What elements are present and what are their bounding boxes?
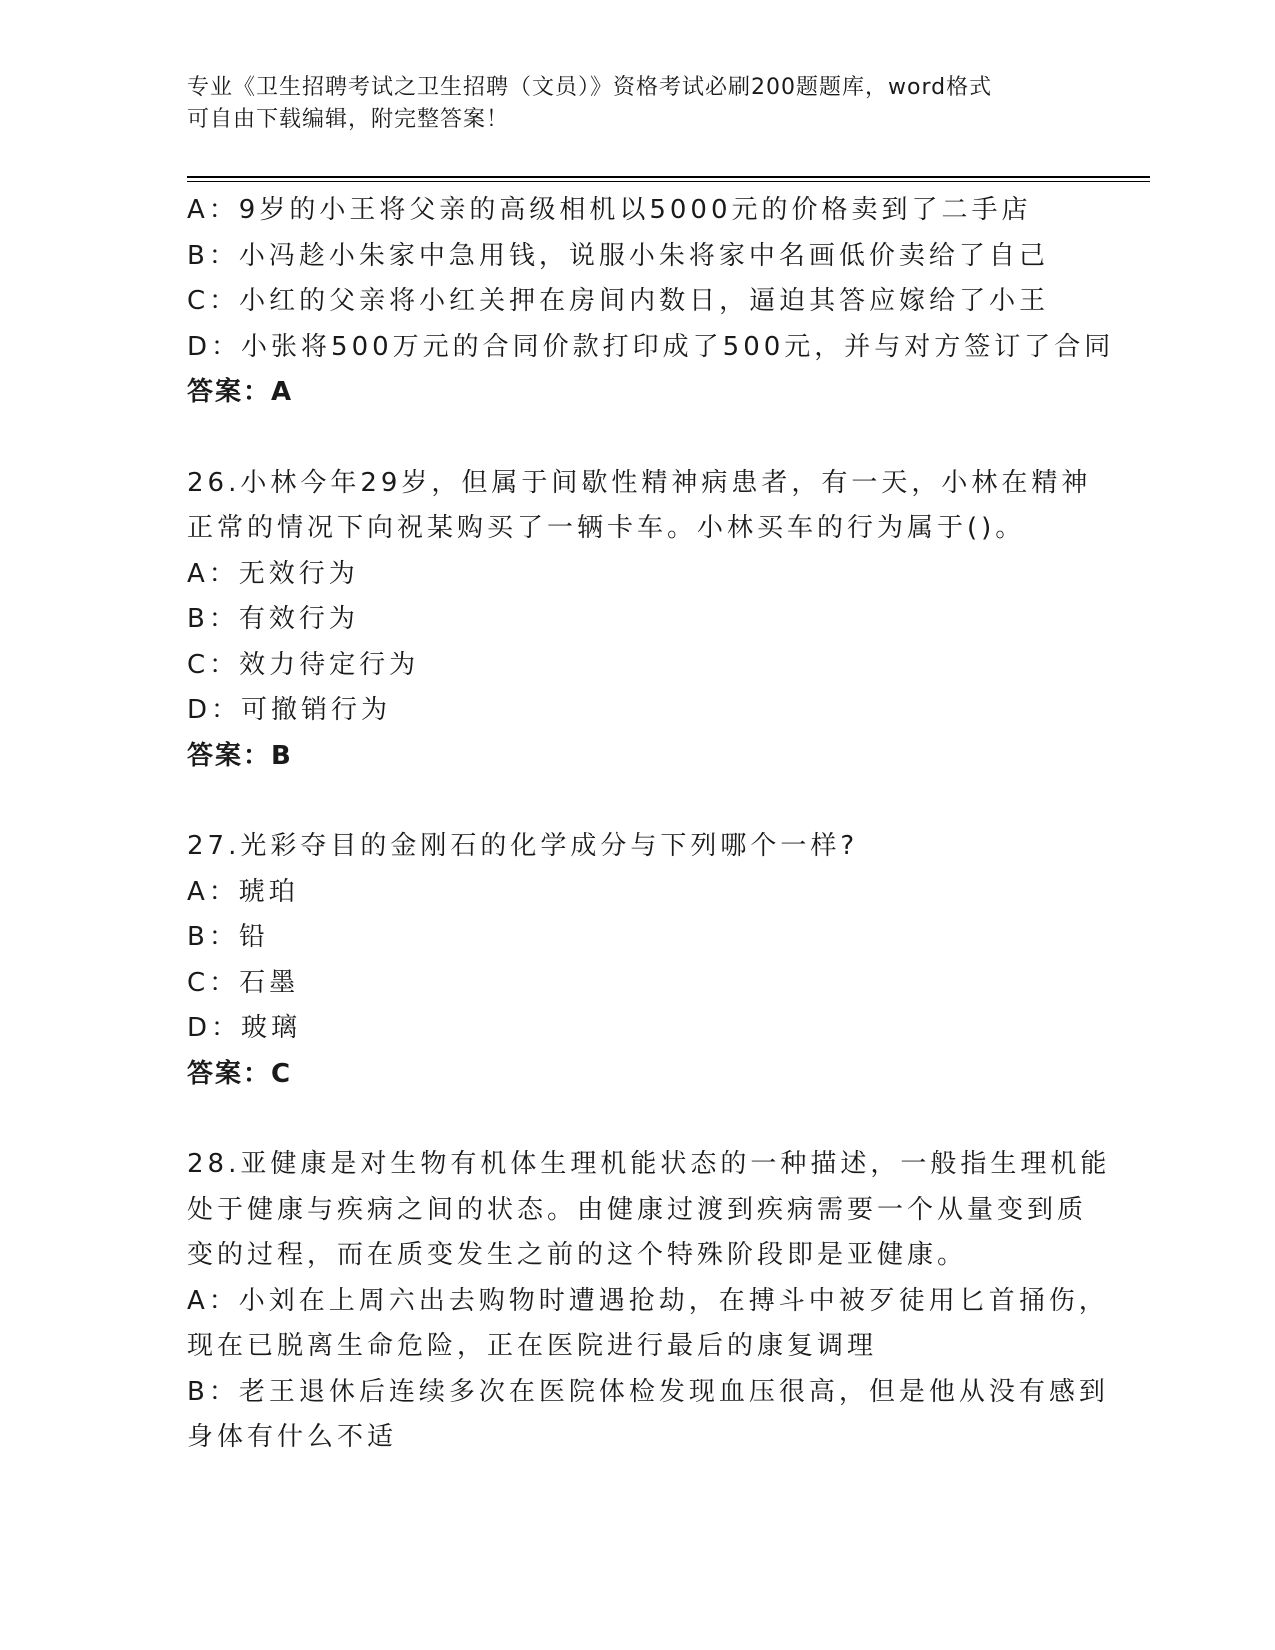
question-stem: 正常的情况下向祝某购买了一辆卡车。小林买车的行为属于()。 bbox=[187, 513, 1026, 543]
question-stem: 变的过程，而在质变发生之前的这个特殊阶段即是亚健康。 bbox=[187, 1240, 968, 1270]
option-a: A：小刘在上周六出去购物时遭遇抢劫，在搏斗中被歹徒用匕首捅伤， bbox=[187, 1285, 1109, 1316]
option-b: B：小冯趁小朱家中急用钱，说服小朱将家中名画低价卖给了自己 bbox=[187, 240, 1049, 271]
option-b: B：有效行为 bbox=[187, 604, 359, 634]
header-divider-thick bbox=[187, 176, 1150, 178]
question-25 bbox=[187, 188, 1115, 416]
option-a: A：琥珀 bbox=[187, 876, 299, 907]
question-28 bbox=[187, 1142, 1111, 1461]
question-26 bbox=[187, 461, 1092, 780]
header-divider-thin bbox=[187, 181, 1150, 182]
question-stem: 26.小林今年29岁，但属于间歇性精神病患者，有一天，小林在精神 bbox=[187, 467, 1092, 498]
question-27 bbox=[187, 824, 1087, 1097]
option-c: C：效力待定行为 bbox=[187, 649, 420, 680]
option-b-continued: 身体有什么不适 bbox=[187, 1422, 398, 1452]
question-stem: 27.光彩夺目的金刚石的化学成分与下列哪个一样? bbox=[187, 831, 859, 861]
header-line-1: 专业《卫生招聘考试之卫生招聘（文员）》资格考试必刷200题题库，word格式 bbox=[187, 75, 993, 100]
option-b: B：老王退休后连续多次在医院体检发现血压很高，但是他从没有感到 bbox=[187, 1376, 1109, 1407]
option-c: C：小红的父亲将小红关押在房间内数日，逼迫其答应嫁给了小王 bbox=[187, 286, 1050, 316]
answer: 答案：C bbox=[187, 1058, 293, 1089]
question-stem: 28.亚健康是对生物有机体生理机能状态的一种描述，一般指生理机能 bbox=[187, 1149, 1111, 1179]
option-b: B：铅 bbox=[187, 922, 269, 952]
option-c: C：石墨 bbox=[187, 967, 300, 998]
option-d: D：小张将500万元的合同价款打印成了500元，并与对方签订了合同 bbox=[187, 331, 1115, 362]
option-d: D：玻璃 bbox=[187, 1013, 302, 1043]
option-a: A：9岁的小王将父亲的高级相机以5000元的价格卖到了二手店 bbox=[187, 195, 1032, 225]
question-stem: 处于健康与疾病之间的状态。由健康过渡到疾病需要一个从量变到质 bbox=[187, 1194, 1088, 1225]
document-header bbox=[187, 72, 1087, 136]
header-line-2: 可自由下载编辑，附完整答案！ bbox=[187, 107, 510, 132]
answer: 答案：B bbox=[187, 740, 293, 771]
question-list bbox=[187, 188, 1115, 1461]
option-a: A：无效行为 bbox=[187, 558, 359, 589]
answer: 答案：A bbox=[187, 377, 294, 407]
option-d: D：可撤销行为 bbox=[187, 695, 392, 725]
option-a-continued: 现在已脱离生命危险，正在医院进行最后的康复调理 bbox=[187, 1331, 878, 1361]
